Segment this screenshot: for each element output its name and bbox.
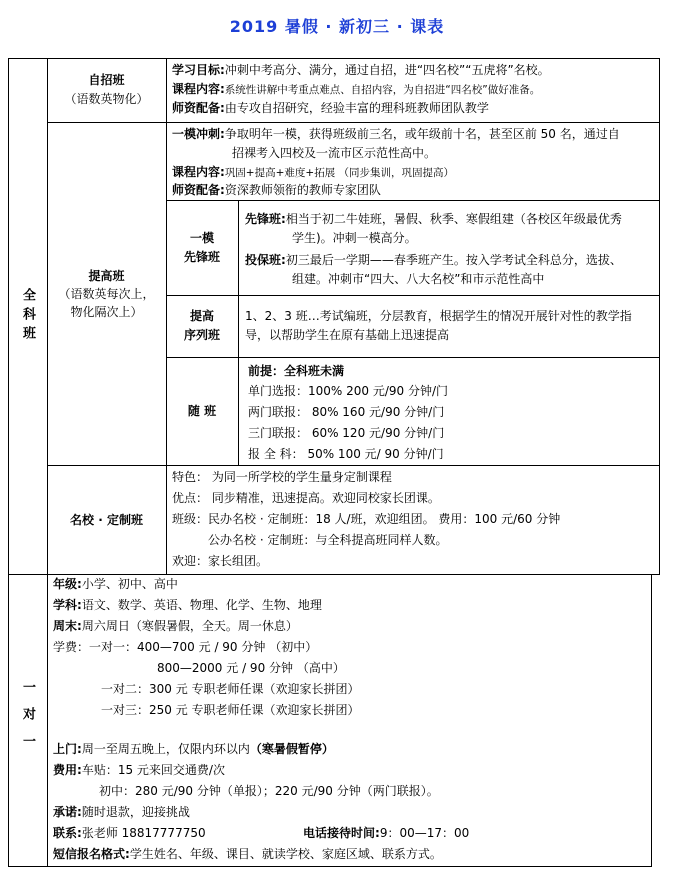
custom-line: 特色： 为同一所学校的学生量身定制课程: [172, 470, 392, 484]
series-label-cell: [166, 295, 238, 357]
improve-class-name: 提高班: [88, 268, 125, 283]
weekend-line: 周末:周六周日（寒假暑假，全天。周一休息）: [53, 619, 298, 633]
sms-format-line: 短信报名格式:学生姓名、年级、课目、就读学校、家庭区域、联系方式。: [53, 847, 442, 861]
custom-line: 公办名校 · 定制班：与全科提高班同样人数。: [208, 533, 448, 547]
full-class-label-cell: [8, 58, 47, 575]
follow-label: 随 班: [187, 403, 217, 418]
improve-sprint: 一模冲刺:争取明年一模，获得班级前三名，或年级前十名，甚至区前 50 名，通过自: [172, 127, 620, 141]
follow-label-cell: [166, 357, 238, 465]
follow-premise: 前提：全科班未满: [248, 364, 345, 378]
autonomous-teacher: 师资配备:由专攻自招研究，经验丰富的理科班教师团队教学: [172, 101, 489, 115]
fee-two-line: 一对二：300 元 专职老师任课（欢迎家长拼团）: [101, 682, 360, 696]
improve-class-subjects: （语数英每次上，: [58, 286, 155, 301]
follow-row: 两门联报： 80% 160 元/90 分钟/门: [248, 405, 445, 419]
fee-intro-line: 学费：一对一：400—700 元 / 90 分钟 （初中）: [53, 640, 318, 654]
fee-three-line: 一对三：250 元 专职老师任课（欢迎家长拼团）: [101, 703, 360, 717]
page-title: 2019 暑假 · 新初三 · 课表: [229, 17, 445, 36]
cost-line: 费用:车贴：15 元来回交通费/次: [53, 763, 225, 777]
follow-row: 三门联报： 60% 120 元/90 分钟/门: [248, 426, 445, 440]
autonomous-content: 课程内容:系统性讲解中考重点难点、自招内容，为自招进“四名校”做好准备。: [172, 82, 541, 96]
cost-line-2: 初中：280 元/90 分钟（单报）；220 元/90 分钟（两门联报）。: [99, 784, 439, 798]
custom-class-cell: [47, 465, 166, 575]
custom-line: 欢迎：家长组团。: [172, 554, 269, 568]
series-text: 1、2、3 班…考试编班，分层教育，根据学生的情况开展针对性的教学指: [245, 309, 632, 323]
vanguard-a-2: 学生)。冲刺一模高分。: [292, 231, 417, 245]
custom-class-name: 名校 · 定制班: [70, 512, 143, 527]
one-on-one-label-cell: [8, 574, 47, 867]
grade-line: 年级:小学、初中、高中: [53, 577, 178, 591]
improve-class-subjects-2: 物化隔次上）: [70, 304, 143, 319]
autonomous-class-subjects: （语数英物化）: [64, 92, 149, 106]
vanguard-b: 投保班:初三最后一学期——春季班产生。按入学考试全科总分，选拔、: [245, 253, 622, 267]
series-text-2: 导，以帮助学生在原有基础上迅速提高: [245, 328, 450, 342]
divider: [238, 200, 239, 465]
vanguard-a: 先锋班:相当于初二牛娃班，暑假、秋季、寒假组建（各校区年级最优秀: [245, 212, 622, 226]
promise-line: 承诺:随时退款，迎接挑战: [53, 805, 190, 819]
series-label: 提高: [189, 309, 214, 323]
home-visit-line: 上门:周一至周五晚上，仅限内环以内（寒暑假暂停）: [53, 742, 334, 756]
vanguard-b-2: 组建。冲刺市“四大、八大名校”和市示范性高中: [292, 272, 545, 286]
divider: [166, 295, 660, 296]
autonomous-goal: 学习目标:冲刺中考高分、满分，通过自招，进“四名校”“五虎将”名校。: [172, 63, 550, 77]
contact-line: 联系:张老师 18817777750: [53, 826, 206, 840]
improve-content: 课程内容:巩固+提高+难度+拓展 （同步集训，巩固提高）: [172, 165, 455, 179]
improve-class-cell: [47, 122, 166, 465]
vanguard-label: 一模: [189, 230, 214, 245]
divider: [47, 574, 48, 867]
divider: [166, 357, 660, 358]
vanguard-label-2: 先锋班: [183, 249, 220, 264]
improve-sprint-2: 招裸考入四校及一流市区示范性高中。: [232, 146, 437, 160]
full-class-label: 全科班: [20, 288, 35, 345]
fee-high-line: 800—2000 元 / 90 分钟 （高中）: [157, 661, 345, 675]
divider: [166, 200, 660, 201]
series-label-2: 序列班: [183, 328, 220, 342]
improve-teacher: 师资配备:资深教师领衔的教师专家团队: [172, 183, 381, 197]
custom-line: 优点： 同步精准，迅速提高。欢迎同校家长团课。: [172, 491, 440, 505]
custom-line: 班级：民办名校 · 定制班：18 人/班，欢迎组团。 费用：100 元/60 分钟: [172, 512, 561, 526]
phone-hours-line: 电话接待时间:9：00—17：00: [303, 826, 470, 840]
one-on-one-label: 一对一: [20, 680, 35, 761]
follow-row: 报 全 科： 50% 100 元/ 90 分钟/门: [248, 447, 444, 461]
follow-row: 单门选报：100% 200 元/90 分钟/门: [248, 384, 449, 398]
autonomous-class-cell: [47, 58, 166, 122]
subject-line: 学科:语文、数学、英语、物理、化学、生物、地理: [53, 598, 322, 612]
autonomous-class-name: 自招班: [88, 73, 125, 87]
vanguard-label-cell: [166, 200, 238, 295]
